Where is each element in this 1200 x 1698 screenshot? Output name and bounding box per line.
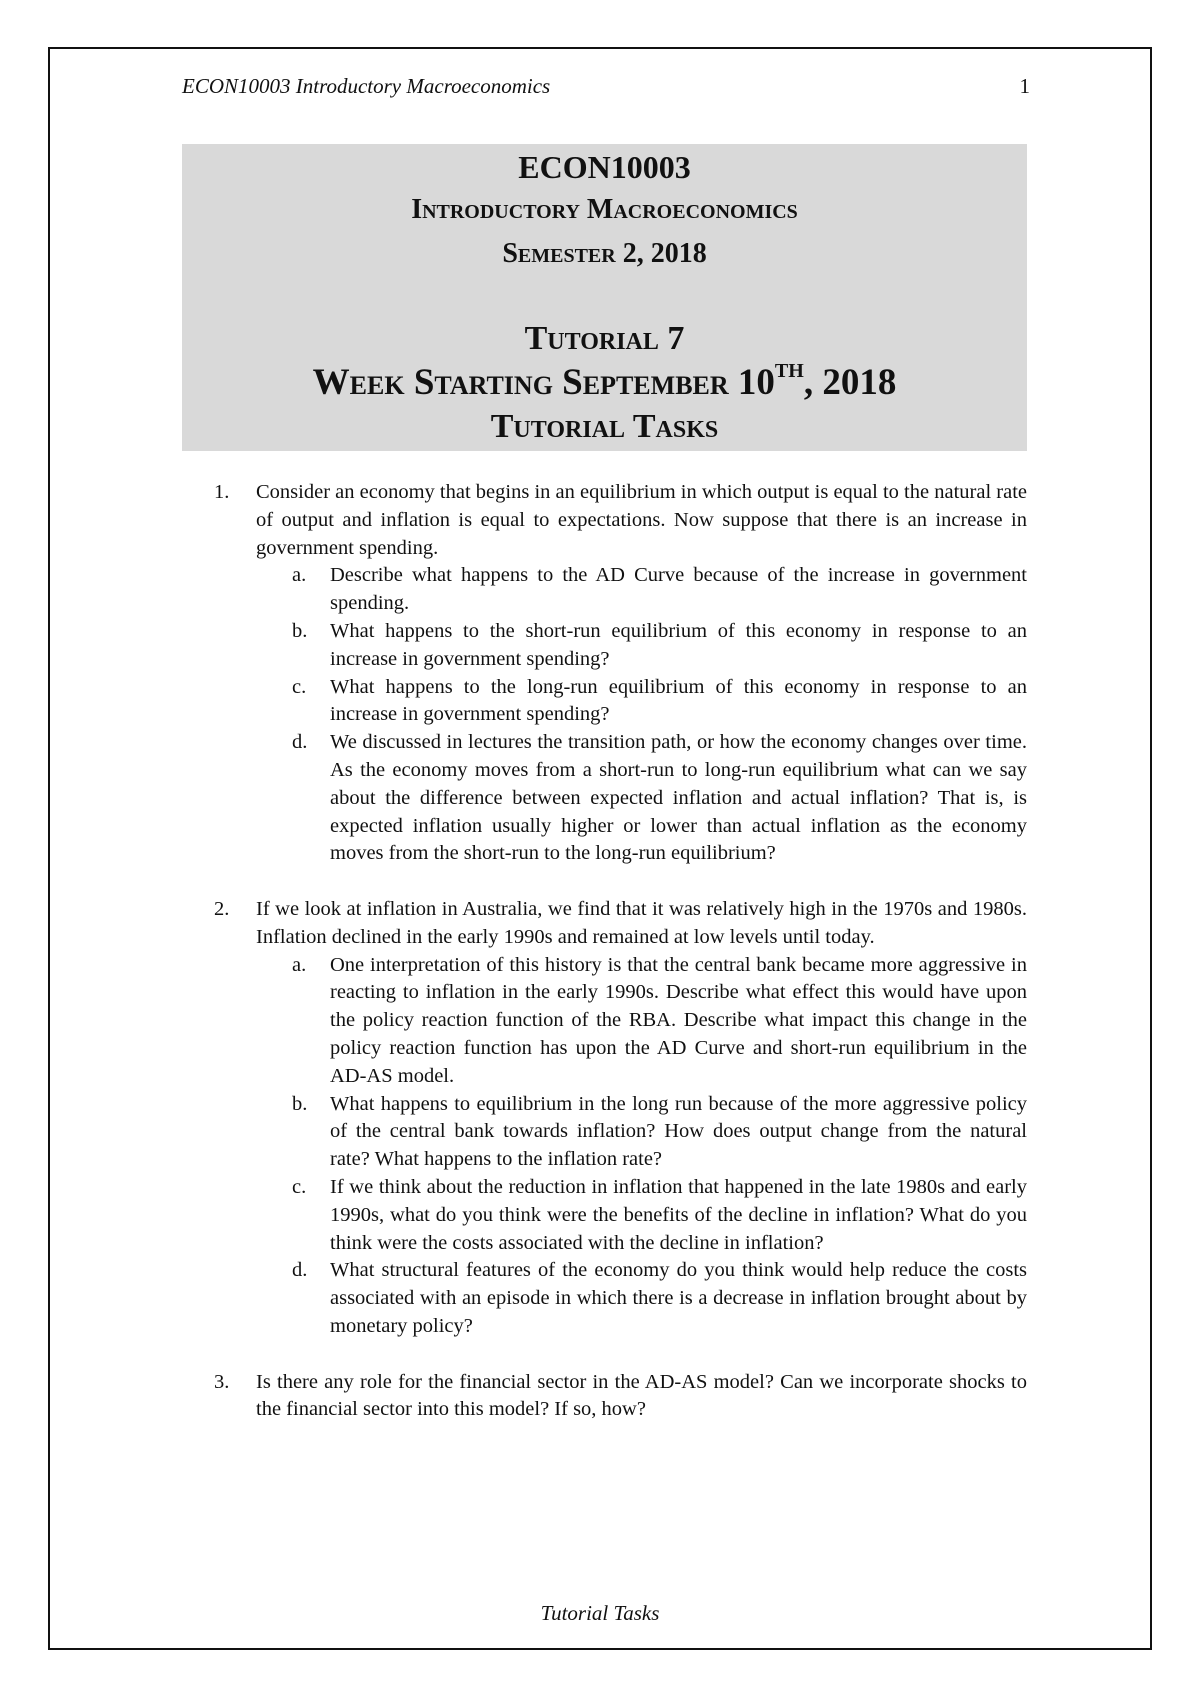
question-3 [214,1369,1027,1425]
week-ordinal-suffix: TH [774,360,804,382]
question-text: If we look at inflation in Australia, we find that it was relatively high in the 1970s and 1980s. Inflation declined in the early 1990s and remained at low levels until today. [256,897,1027,948]
question-text: Consider an economy that begins in an equilibrium in which output is equal to the natural rate of output and inflation is equal to expectations. Now suppose that there is an increase in government spending. [256,481,1027,559]
sub-question-text: What happens to equilibrium in the long run because of the more aggressive policy of the central bank towards inflation? How does output change from the natural rate? What happens to the inflation rate? [330,1092,1027,1171]
sub-question [256,729,1027,868]
sub-question [256,1174,1027,1257]
title-box [182,144,1027,451]
sub-question-label: b. [292,619,308,642]
tutorial-number: Tutorial 7 [524,320,685,357]
sub-question [256,1091,1027,1174]
sub-question-label: c. [292,1175,307,1198]
sub-question-text: If we think about the reduction in inflation that happened in the late 1980s and early 1990s, what do you think were the benefits of the decline in inflation? What do you think were the costs associated with the decline in inflation? [330,1175,1027,1254]
sub-question-text: We discussed in lectures the transition path, or how the economy changes over time. As the economy moves from a short-run to long-run equilibrium what can we say about the difference between expected inflation and actual inflation? That is, is expected inflation usually higher or lower than actual inflation as the economy moves from the short-run to the long-run equilibrium? [330,731,1027,865]
sub-question [256,674,1027,730]
sub-question-label: c. [292,675,307,698]
page-number: 1 [1019,74,1030,98]
sub-question [256,952,1027,1091]
question-1 [214,479,1027,868]
question-2 [214,896,1027,1341]
sub-question-text: What happens to the long-run equilibrium of this economy in response to an increase in government spending? [330,675,1027,726]
sub-question-label: d. [292,1259,308,1282]
sub-question-text: What structural features of the economy do you think would help reduce the costs associated with an episode in which there is a decrease in inflation brought about by monetary policy? [330,1259,1027,1337]
sub-question-text: One interpretation of this history is that the central bank became more aggressive in reacting to inflation in the early 1990s. Describe what effect this would have upon the policy reaction function of the RBA. Describe what impact this change in the policy reaction function has upon the AD Curve and short-run equilibrium in the AD-AS model. [330,953,1027,1087]
sub-question [256,1257,1027,1340]
sub-question-list [256,562,1027,868]
sub-question-text: Describe what happens to the AD Curve because of the increase in government spending. [330,564,1027,615]
sub-question-label: d. [292,731,308,754]
week-year: , 2018 [803,362,897,403]
sub-question [256,618,1027,674]
question-number: 1. [214,481,230,503]
running-footer: Tutorial Tasks [540,1601,660,1625]
task-list [214,479,1027,1424]
sub-question-label: a. [292,953,307,976]
course-name: Introductory Macroeconomics [411,194,798,225]
tasks-heading: Tutorial Tasks [490,408,719,445]
question-number: 2. [214,897,230,920]
sub-question-list [256,952,1027,1341]
semester-line: Semester 2, 2018 [502,238,707,269]
week-line [182,361,1027,405]
sub-question-text: What happens to the short-run equilibrium of this economy in response to an increase in government spending? [330,619,1027,670]
question-number: 3. [214,1370,230,1393]
question-text: Is there any role for the financial sector in the AD-AS model? Can we incorporate shocks to the financial sector into this model? If so, how? [256,1370,1027,1421]
sub-question-label: b. [292,1092,308,1115]
sub-question [256,562,1027,618]
sub-question-label: a. [292,564,307,587]
course-code: ECON10003 [518,149,691,185]
week-text: Week Starting September 10 [312,362,775,403]
header-course-title: ECON10003 Introductory Macroeconomics [182,74,551,98]
